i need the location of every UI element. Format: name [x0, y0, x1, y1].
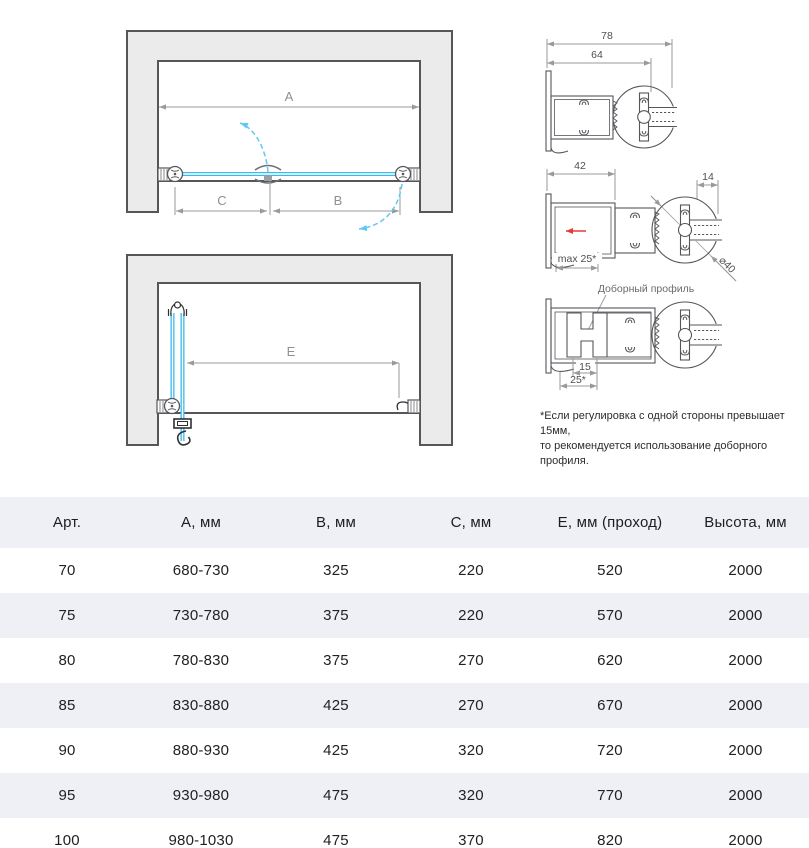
dim-label-78: 78: [601, 30, 613, 42]
extension-lines: [175, 181, 400, 215]
extension-profile-shape: [567, 313, 607, 357]
table-cell: 780-830: [172, 652, 230, 669]
table-cell: 2000: [728, 787, 763, 804]
hinge-right-icon: [396, 167, 411, 182]
column-header: Высота, мм: [682, 497, 809, 548]
table-cell: 730-780: [172, 607, 230, 624]
hinge-profile-circle: [613, 86, 678, 148]
dim-label-a: A: [284, 89, 294, 104]
drawing-open-door: [127, 255, 452, 445]
table-body: [0, 548, 809, 848]
footnote-line-1: *Если регулировка с одной стороны превышает 15мм,: [540, 410, 785, 437]
column-header: Е, мм (проход): [538, 497, 682, 548]
table-cell: 375: [323, 607, 349, 624]
handle-open-icon: [174, 419, 191, 445]
swing-arrow-right: [359, 184, 402, 229]
extension-lines: [547, 39, 672, 92]
table-cell: 570: [597, 607, 623, 624]
table-cell: 100: [54, 832, 80, 848]
table-cell: 830-880: [172, 697, 230, 714]
gasket-clip-icon: [580, 130, 589, 135]
table-cell: 2000: [728, 742, 763, 759]
column-header: А, мм: [134, 497, 268, 548]
table-cell: 520: [597, 562, 623, 579]
table-row: [0, 548, 809, 593]
table-cell: 90: [58, 742, 76, 759]
wall-outline: [127, 31, 452, 212]
swing-arrow-center: [240, 123, 268, 172]
table-cell: 475: [323, 787, 349, 804]
table-cell: 70: [58, 562, 76, 579]
column-header: Арт.: [0, 497, 134, 548]
table-row: [0, 818, 809, 848]
table-cell: 2000: [728, 607, 763, 624]
table-row: [0, 638, 809, 683]
table-cell: 475: [323, 832, 349, 848]
wall-bracket-right: [408, 400, 420, 413]
table-cell: 2000: [728, 562, 763, 579]
hinge-profile-circle: [652, 302, 722, 368]
wall-profile-body: [546, 71, 617, 153]
table-header-row: [0, 497, 809, 548]
table-cell: 320: [458, 787, 484, 804]
dim-label-d40: ⌀40: [716, 254, 738, 276]
table-cell: 980-1030: [168, 832, 234, 848]
catch-right-icon: [397, 402, 408, 410]
table-row: [0, 728, 809, 773]
table-cell: 325: [323, 562, 349, 579]
gasket-clip-icon: [626, 318, 635, 323]
dimensions-table: [0, 497, 809, 848]
dim-label-42: 42: [574, 160, 586, 172]
table-cell: 80: [58, 652, 76, 669]
table-cell: 270: [458, 652, 484, 669]
table-cell: 930-980: [172, 787, 230, 804]
profile-crosssection-bottom: [546, 283, 722, 390]
table-cell: 75: [58, 607, 76, 624]
table-row: [0, 593, 809, 638]
dim-label-15: 15: [579, 361, 591, 373]
table-cell: 425: [323, 742, 349, 759]
table-cell: 2000: [728, 697, 763, 714]
footnote: [540, 409, 808, 469]
hinge-left-icon: [168, 167, 183, 182]
dim-label-b: B: [333, 193, 343, 208]
dim-label-64: 64: [591, 49, 603, 61]
table-cell: 2000: [728, 652, 763, 669]
table-cell: 670: [597, 697, 623, 714]
wall-profile-body: [546, 299, 659, 373]
table-cell: 270: [458, 697, 484, 714]
gasket-clip-icon: [580, 100, 589, 105]
table-cell: 425: [323, 697, 349, 714]
table-cell: 620: [597, 652, 623, 669]
table-header: [0, 497, 809, 548]
hinge-left-icon: [165, 399, 180, 414]
gasket-clip-icon: [631, 213, 640, 218]
table-cell: 820: [597, 832, 623, 848]
table-cell: 85: [58, 697, 76, 714]
footnote-line-2: то рекомендуется использование доборного профиля.: [540, 440, 768, 467]
table-cell: 880-930: [172, 742, 230, 759]
dim-label-14: 14: [702, 171, 714, 183]
profile-crosssection-top: [546, 30, 678, 153]
table-cell: 320: [458, 742, 484, 759]
top-clamp-icon: [169, 302, 187, 316]
table-cell: 375: [323, 652, 349, 669]
table-cell: 680-730: [172, 562, 230, 579]
table-cell: 95: [58, 787, 76, 804]
table-cell: 720: [597, 742, 623, 759]
dim-label-e: E: [286, 344, 296, 359]
profile-crosssection-middle: [546, 160, 738, 281]
table-row: [0, 773, 809, 818]
table-row: [0, 683, 809, 728]
table-cell: 770: [597, 787, 623, 804]
extension-profile-label: Доборный профиль: [597, 283, 695, 295]
column-header: В, мм: [268, 497, 404, 548]
dim-label-max25: max 25*: [557, 253, 597, 265]
table-cell: 220: [458, 562, 484, 579]
column-header: С, мм: [404, 497, 538, 548]
dim-label-25: 25*: [570, 374, 586, 386]
dim-label-c: C: [217, 193, 227, 208]
gasket-clip-icon: [631, 243, 640, 248]
table-cell: 220: [458, 607, 484, 624]
table-cell: 2000: [728, 832, 763, 848]
gasket-clip-icon: [626, 347, 635, 352]
table-cell: 370: [458, 832, 484, 848]
diameter-arrow: [651, 196, 661, 206]
drawing-closed-door: [127, 31, 452, 229]
